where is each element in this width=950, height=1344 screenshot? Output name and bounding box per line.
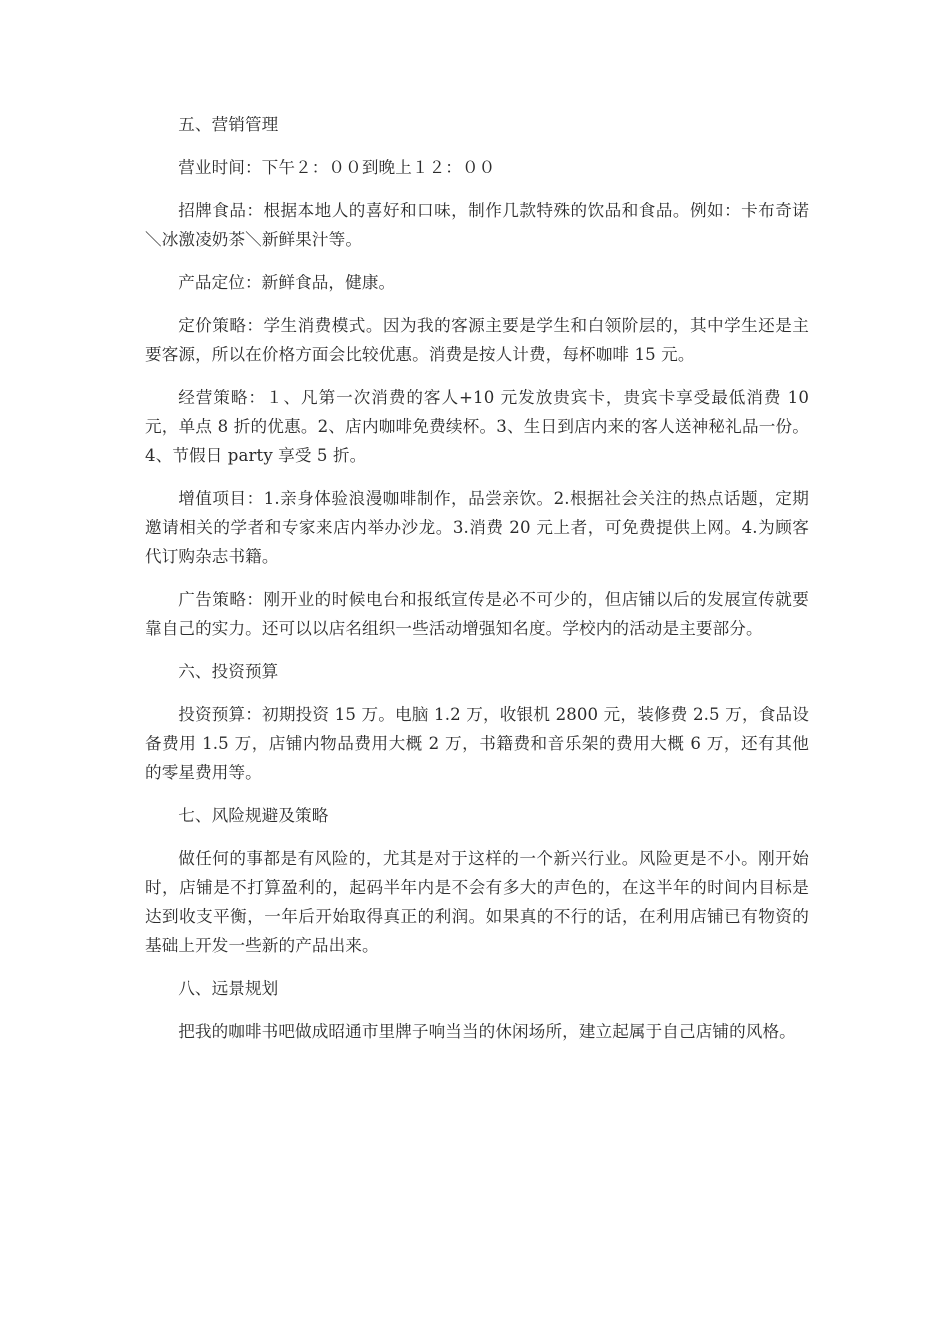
section-heading-seven: 七、风险规避及策略 (178, 806, 329, 825)
value-added-projects-paragraph: 增值项目：1.亲身体验浪漫咖啡制作，品尝亲饮。2.根据社会关注的热点话题，定期邀请相关的学者和专家来店内举办沙龙。3.消费 20 元上者，可免费提供上网。4.为顾客代订购杂志书籍。 (145, 489, 809, 566)
section-heading-five: 五、营销管理 (178, 115, 279, 134)
risk-avoidance-paragraph: 做任何的事都是有风险的，尤其是对于这样的一个新兴行业。风险更是不小。刚开始时，店铺是不打算盈利的，起码半年内是不会有多大的声色的，在这半年的时间内目标是达到收支平衡，一年后开始取得真正的利润。如果真的不行的话，在利用店铺已有物资的基础上开发一些新的产品出来。 (145, 849, 809, 955)
document-text-body (145, 110, 809, 1046)
product-positioning-paragraph: 产品定位：新鲜食品，健康。 (178, 273, 396, 292)
business-hours-paragraph: 营业时间：下午２：００到晚上１２：００ (178, 158, 496, 177)
section-heading-six: 六、投资预算 (178, 662, 279, 681)
investment-budget-paragraph: 投资预算：初期投资 15 万。电脑 1.2 万，收银机 2800 元，装修费 2.5 万，食品设备费用 1.5 万，店铺内物品费用大概 2 万，书籍费和音乐架的费用大概 6 万，还有其他的零星费用等。 (145, 705, 809, 782)
advertising-strategy-paragraph: 广告策略：刚开业的时候电台和报纸宣传是必不可少的，但店铺以后的发展宣传就要靠自己的实力。还可以以店名组织一些活动增强知名度。学校内的活动是主要部分。 (145, 590, 809, 638)
operating-strategy-paragraph: 经营策略：１、凡第一次消费的客人+10 元发放贵宾卡，贵宾卡享受最低消费 10 元，单点 8 折的优惠。2、店内咖啡免费续杯。3、生日到店内来的客人送神秘礼品一份。4、节假日 party 享受 5 折。 (145, 388, 809, 465)
section-heading-eight: 八、远景规划 (178, 979, 279, 998)
pricing-strategy-paragraph: 定价策略：学生消费模式。因为我的客源主要是学生和白领阶层的，其中学生还是主要客源，所以在价格方面会比较优惠。消费是按人计费，每杯咖啡 15 元。 (145, 316, 809, 364)
signature-food-paragraph: 招牌食品：根据本地人的喜好和口味，制作几款特殊的饮品和食品。例如：卡布奇诺＼冰激凌奶茶＼新鲜果汁等。 (145, 201, 809, 249)
vision-planning-paragraph: 把我的咖啡书吧做成昭通市里牌子响当当的休闲场所，建立起属于自己店铺的风格。 (178, 1022, 796, 1041)
